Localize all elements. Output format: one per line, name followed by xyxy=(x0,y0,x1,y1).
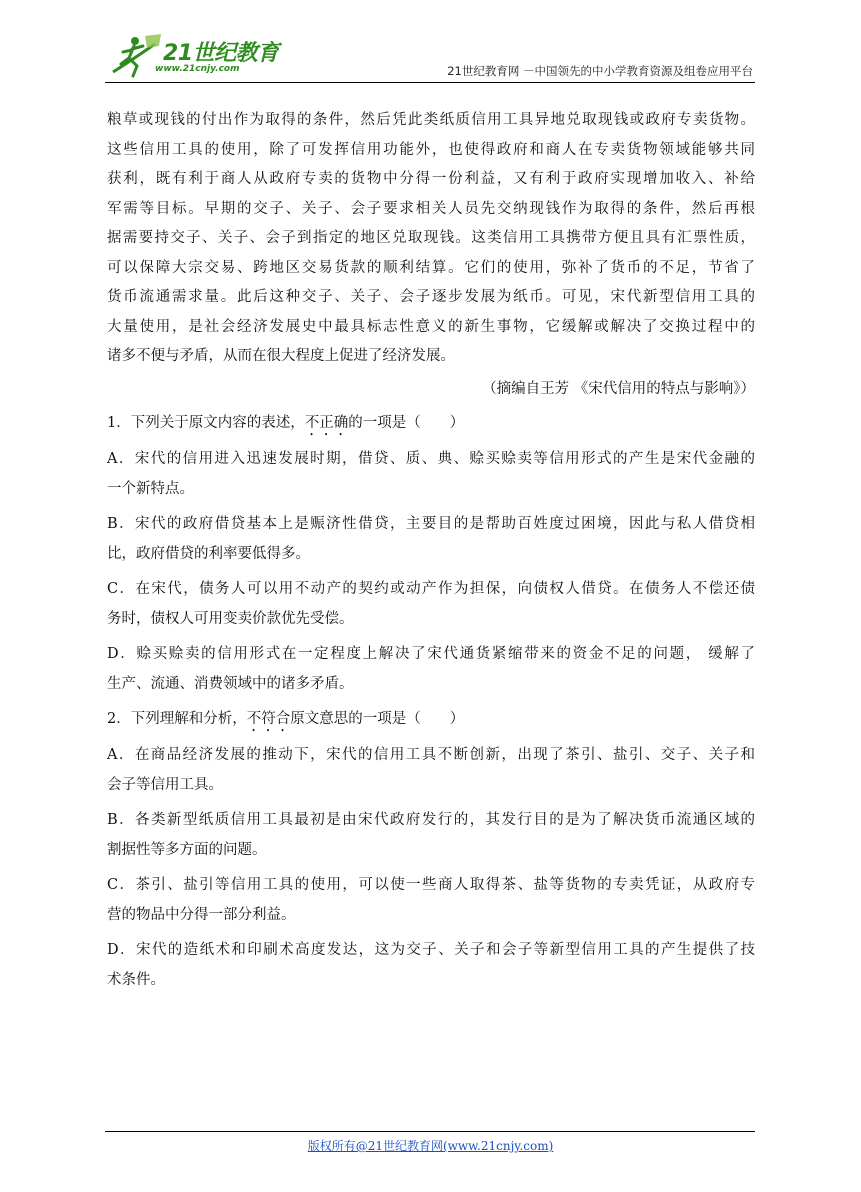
option-line: B．各类新型纸质信用工具最初是由宋代政府发行的，其发行目的是为了解决货币流通区域的 xyxy=(107,812,755,828)
option-line: C．在宋代，债务人可以用不动产的契约或动产作为担保，向债权人借贷。在债务人不偿还债 xyxy=(107,581,755,597)
site-logo[interactable] xyxy=(105,30,295,82)
question-2-option-b xyxy=(107,806,755,865)
passage-line: 货币流通需求量。此后这种交子、关子、会子逐步发展为纸币。可见，宋代新型信用工具的 xyxy=(107,289,755,305)
option-line: 生产、流通、消费领域中的诸多矛盾。 xyxy=(107,675,354,692)
question-1-emphasis: 不正确 xyxy=(304,415,349,431)
question-1-stem-tail: 的一项是（ ） xyxy=(348,415,465,431)
question-1-stem xyxy=(107,409,755,439)
question-1-option-a xyxy=(107,445,755,504)
passage-line: 诸多不便与矛盾，从而在很大程度上促进了经济发展。 xyxy=(107,348,455,364)
logo-text: 21世纪教育 xyxy=(163,41,279,66)
option-line: 会子等信用工具。 xyxy=(107,776,223,793)
option-line: C．茶引、盐引等信用工具的使用，可以使一些商人取得茶、盐等货物的专卖凭证，从政府专 xyxy=(107,877,755,893)
option-line: 术条件。 xyxy=(107,971,165,988)
option-line: 割据性等多方面的问题。 xyxy=(107,841,267,858)
option-line: A．在商品经济发展的推动下，宋代的信用工具不断创新，出现了茶引、盐引、交子、关子和 xyxy=(107,747,755,763)
footer-divider xyxy=(105,1131,755,1132)
option-line: 务时，债权人可用变卖价款优先受偿。 xyxy=(107,610,354,627)
header-tagline: 21世纪教育网 －中国领先的中小学教育资源及组卷应用平台 xyxy=(447,64,753,78)
option-line: B．宋代的政府借贷基本上是赈济性借贷，主要目的是帮助百姓度过困境，因此与私人借贷相 xyxy=(107,516,755,532)
option-line: 一个新特点。 xyxy=(107,480,194,497)
running-figure-icon xyxy=(105,32,167,82)
question-2-option-d xyxy=(107,936,755,995)
question-2-option-c xyxy=(107,871,755,930)
question-1-option-b xyxy=(107,510,755,569)
document-body xyxy=(107,106,755,995)
logo-url: www.21cnjy.com xyxy=(155,64,240,74)
question-2-stem-text: 2．下列理解和分析， xyxy=(107,711,247,727)
passage xyxy=(107,106,755,372)
passage-line: 军需等目标。早期的交子、关子、会子要求相关人员先交纳现钱作为取得的条件，然后再根 xyxy=(107,200,755,217)
passage-line: 获利，既有利于商人从政府专卖的货物中分得一份利益，又有利于政府实现增加收入、补给 xyxy=(107,171,755,187)
passage-line: 可以保障大宗交易、跨地区交易货款的顺利结算。它们的使用，弥补了货币的不足，节省了 xyxy=(107,259,755,276)
option-line: D．宋代的造纸术和印刷术高度发达，这为交子、关子和会子等新型信用工具的产生提供了技 xyxy=(107,942,755,958)
passage-source: （摘编自王芳 《宋代信用的特点与影响》） xyxy=(482,380,755,397)
option-line: A．宋代的信用进入迅速发展时期，借贷、质、典、赊买赊卖等信用形式的产生是宋代金融的 xyxy=(107,451,755,467)
passage-line: 据需要持交子、关子、会子到指定的地区兑取现钱。这类信用工具携带方便且具有汇票性质， xyxy=(107,230,755,246)
question-2-option-a xyxy=(107,741,755,800)
option-line: 营的物品中分得一部分利益。 xyxy=(107,906,296,923)
question-1-option-d xyxy=(107,640,755,699)
question-1 xyxy=(107,409,755,699)
question-1-stem-text: 1．下列关于原文内容的表述， xyxy=(107,415,305,431)
question-2-stem xyxy=(107,705,755,735)
question-2-stem-tail: 原文意思的一项是（ ） xyxy=(290,711,465,727)
question-2 xyxy=(107,705,755,995)
question-2-emphasis: 不符合 xyxy=(246,711,291,727)
passage-line: 大量使用，是社会经济发展史中最具标志性意义的新生事物，它缓解或解决了交换过程中的 xyxy=(107,318,755,335)
page-header xyxy=(105,30,755,83)
option-line: 比，政府借贷的利率要低得多。 xyxy=(107,545,310,562)
passage-line: 这些信用工具的使用，除了可发挥信用功能外，也使得政府和商人在专卖货物领域能够共同 xyxy=(107,141,755,158)
footer-copyright-link[interactable]: 版权所有@21世纪教育网(www.21cnjy.com) xyxy=(307,1139,554,1153)
option-line: D．赊买赊卖的信用形式在一定程度上解决了宋代通货紧缩带来的资金不足的问题， 缓解了 xyxy=(107,646,755,662)
passage-line: 粮草或现钱的付出作为取得的条件，然后凭此类纸质信用工具异地兑取现钱或政府专卖货物。 xyxy=(107,112,755,128)
question-1-option-c xyxy=(107,575,755,634)
